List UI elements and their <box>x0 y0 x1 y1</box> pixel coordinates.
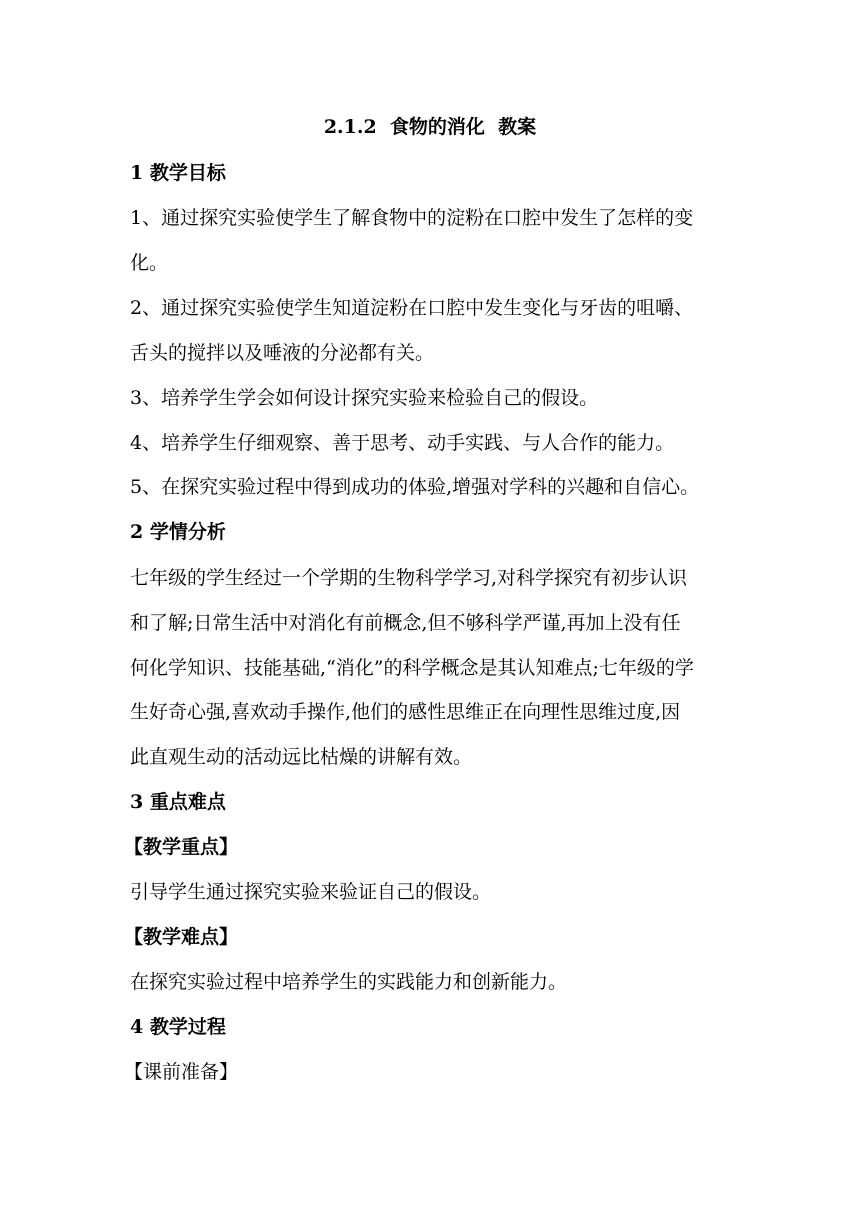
section-heading-keypoints: 3 重点难点 <box>130 791 226 813</box>
key-point-label: 【教学重点】 <box>124 836 239 858</box>
analysis-line-4: 生好奇心强,喜欢动手操作,他们的感性思维正在向理性思维过度,因 <box>130 701 681 723</box>
section-heading-process: 4 教学过程 <box>130 1016 226 1038</box>
analysis-line-5: 此直观生动的活动远比枯燥的讲解有效。 <box>130 746 473 768</box>
analysis-line-2: 和了解;日常生活中对消化有前概念,但不够科学严谨,再加上没有任 <box>130 612 681 634</box>
objective-line-7: 5、在探究实验过程中得到成功的体验,增强对学科的兴趣和自信心。 <box>130 476 700 498</box>
difficult-point-label: 【教学难点】 <box>124 926 239 948</box>
objective-line-1: 1、通过探究实验使学生了解食物中的淀粉在口腔中发生了怎样的变 <box>130 207 694 229</box>
key-point-text: 引导学生通过探究实验来验证自己的假设。 <box>130 881 492 903</box>
analysis-line-1: 七年级的学生经过一个学期的生物科学学习,对科学探究有初步认识 <box>130 567 688 589</box>
objective-line-2: 化。 <box>130 252 169 274</box>
objective-line-6: 4、培养学生仔细观察、善于思考、动手实践、与人合作的能力。 <box>130 432 675 454</box>
document-title: 2.1.2 食物的消化 教案 <box>323 116 537 138</box>
objective-line-3: 2、通过探究实验使学生知道淀粉在口腔中发生变化与牙齿的咀嚼、 <box>130 297 694 319</box>
objective-line-4: 舌头的搅拌以及唾液的分泌都有关。 <box>130 342 435 364</box>
difficult-point-text: 在探究实验过程中培养学生的实践能力和创新能力。 <box>130 971 568 993</box>
objective-line-5: 3、培养学生学会如何设计探究实验来检验自己的假设。 <box>130 387 599 409</box>
section-heading-analysis: 2 学情分析 <box>130 521 226 543</box>
analysis-line-3: 何化学知识、技能基础,“消化”的科学概念是其认知难点;七年级的学 <box>130 657 694 679</box>
section-heading-objectives: 1 教学目标 <box>130 162 226 184</box>
prep-label: 【课前准备】 <box>124 1061 239 1083</box>
